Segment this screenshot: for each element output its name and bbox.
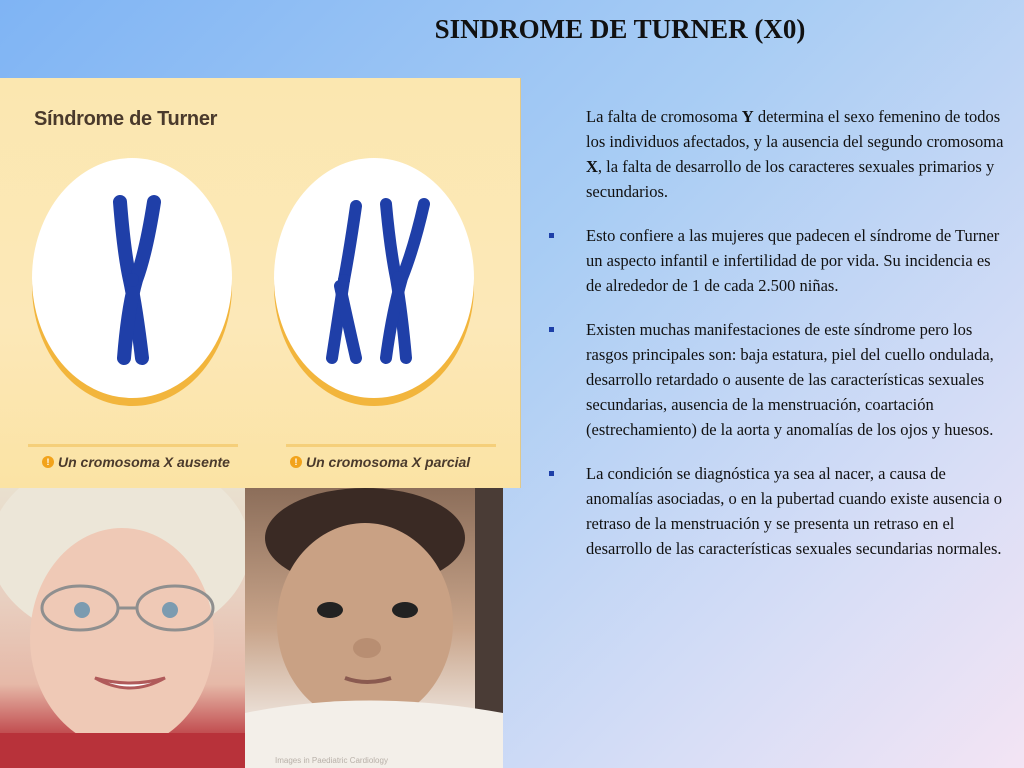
cell-partial-x — [274, 158, 474, 398]
single-x-chromosome-icon — [32, 158, 232, 398]
diagram-heading: Síndrome de Turner — [34, 108, 218, 130]
info-icon: ! — [290, 456, 302, 468]
watermark-text: Images in Paediatric Cardiology — [275, 756, 388, 765]
text-column — [546, 104, 1006, 580]
p2-text: Esto confiere a las mujeres que padecen el síndrome de Turner un aspecto infantil e infertilidad de por vida. Su incidencia es de alrededor de 1 de cada 2.500 niñas. — [586, 226, 1000, 295]
info-icon: ! — [42, 456, 54, 468]
photo-baby — [245, 488, 503, 768]
p3-text: Existen muchas manifestaciones de este síndrome pero los rasgos principales son: baja estatura, piel del cuello ondulada, desarrollo retardado o ausente de las características sexuales secundarias, ausencia de la menstruación, coartación (estrechamiento) de la aorta y anomalías de los ojos y huesos. — [586, 320, 994, 439]
caption-right — [290, 454, 470, 470]
p1-text-e: , la falta de desarrollo de los caracteres sexuales primarios y secundarios. — [586, 157, 995, 201]
slide-title: SINDROME DE TURNER (X0) — [434, 14, 806, 44]
photo-girl — [0, 488, 245, 768]
p4-text: La condición se diagnóstica ya sea al nacer, a causa de anomalías asociadas, o en la pubertad cuando existe ausencia o retraso de la menstruación y se presenta un retraso en el desarrollo de las características sexuales secundarias normales. — [586, 464, 1003, 558]
p1-text-a: La falta de cromosoma — [586, 107, 742, 126]
paragraph-2 — [546, 223, 1006, 298]
divider-left — [28, 444, 238, 447]
caption-left-text: Un cromosoma X ausente — [58, 454, 230, 470]
caption-right-text: Un cromosoma X parcial — [306, 454, 471, 470]
bullet-icon — [549, 471, 554, 476]
cell-missing-x — [32, 158, 232, 398]
baby-portrait-image — [245, 488, 503, 768]
p1-text-c: determina el sexo femenino de todos los individuos afectados, y la ausencia del segundo cromosoma — [586, 107, 1004, 151]
paragraph-1 — [546, 104, 1006, 204]
partial-x-chromosome-icon — [274, 158, 474, 398]
divider-right — [286, 444, 496, 447]
caption-left — [42, 454, 230, 470]
girl-portrait-image — [0, 488, 245, 768]
bullet-icon — [549, 233, 554, 238]
turner-diagram — [0, 78, 521, 488]
p1-bold-y: Y — [741, 107, 754, 126]
bullet-icon — [549, 327, 554, 332]
paragraph-4 — [546, 461, 1006, 561]
p1-bold-x: X — [586, 157, 598, 176]
paragraph-3 — [546, 317, 1006, 442]
